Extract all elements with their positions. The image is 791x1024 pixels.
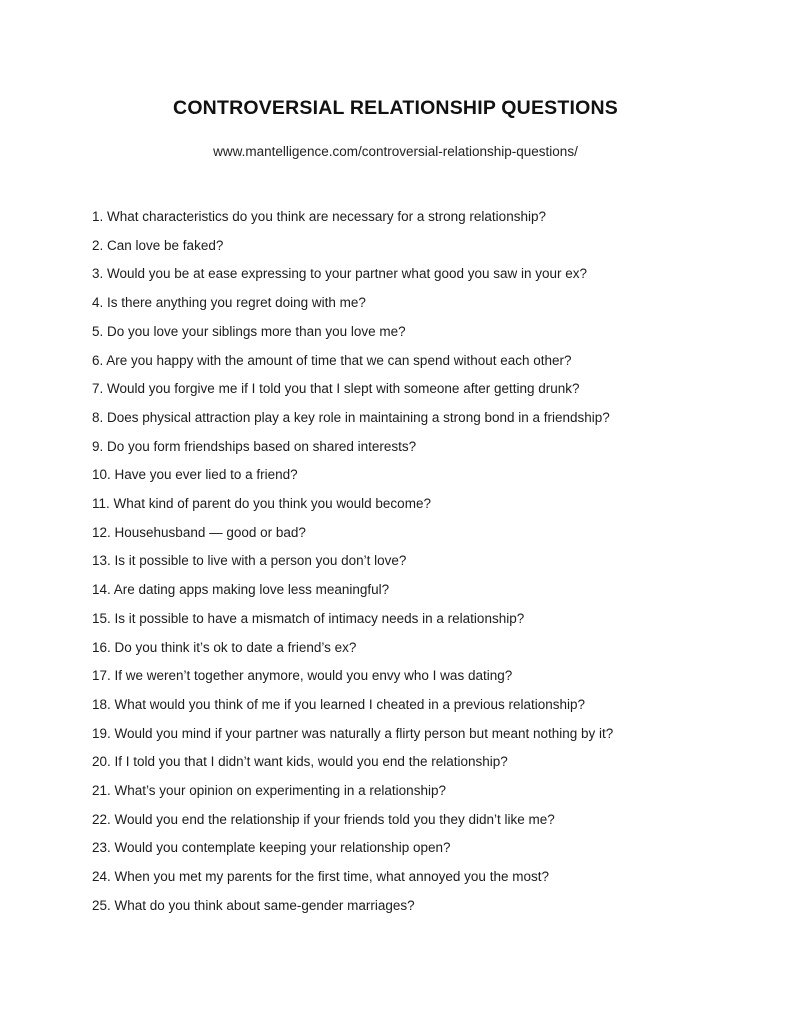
question-item: 4. Is there anything you regret doing with me? [92,295,366,311]
question-item: 3. Would you be at ease expressing to your partner what good you saw in your ex? [92,266,588,282]
question-item: 12. Househusband — good or bad? [92,524,306,540]
question-item: 19. Would you mind if your partner was naturally a flirty person but meant nothing by it? [92,725,614,741]
question-item: 18. What would you think of me if you learned I cheated in a previous relationship? [92,696,586,712]
question-item: 17. If we weren’t together anymore, would you envy who I was dating? [92,668,513,684]
question-item: 22. Would you end the relationship if your friends told you they didn’t like me? [92,811,555,827]
question-item: 2. Can love be faked? [92,237,224,253]
question-item: 7. Would you forgive me if I told you that I slept with someone after getting drunk? [92,381,580,397]
question-item: 1. What characteristics do you think are necessary for a strong relationship? [92,209,546,224]
question-item: 8. Does physical attraction play a key role in maintaining a strong bond in a friendship? [92,409,610,425]
question-item: 13. Is it possible to live with a person you don’t love? [92,553,407,569]
question-item: 21. What’s your opinion on experimenting in a relationship? [92,783,446,799]
question-item: 10. Have you ever lied to a friend? [92,467,298,483]
question-item: 25. What do you think about same-gender marriages? [92,897,415,913]
question-item: 9. Do you form friendships based on shared interests? [92,438,417,454]
page-title: CONTROVERSIAL RELATIONSHIP QUESTIONS [173,97,618,119]
question-item: 23. Would you contemplate keeping your relationship open? [92,840,451,856]
question-item: 6. Are you happy with the amount of time that we can spend without each other? [92,352,572,368]
question-list [0,203,791,921]
question-item: 16. Do you think it’s ok to date a friend’s ex? [92,639,357,655]
source-url: www.mantelligence.com/controversial-relationship-questions/ [213,144,578,159]
question-item: 15. Is it possible to have a mismatch of intimacy needs in a relationship? [92,610,525,626]
question-item: 5. Do you love your siblings more than you love me? [92,323,406,339]
question-item: 20. If I told you that I didn’t want kids, would you end the relationship? [92,754,508,770]
question-item: 11. What kind of parent do you think you would become? [92,496,431,512]
question-item: 24. When you met my parents for the first time, what annoyed you the most? [92,869,549,885]
question-item: 14. Are dating apps making love less meaningful? [92,582,390,598]
